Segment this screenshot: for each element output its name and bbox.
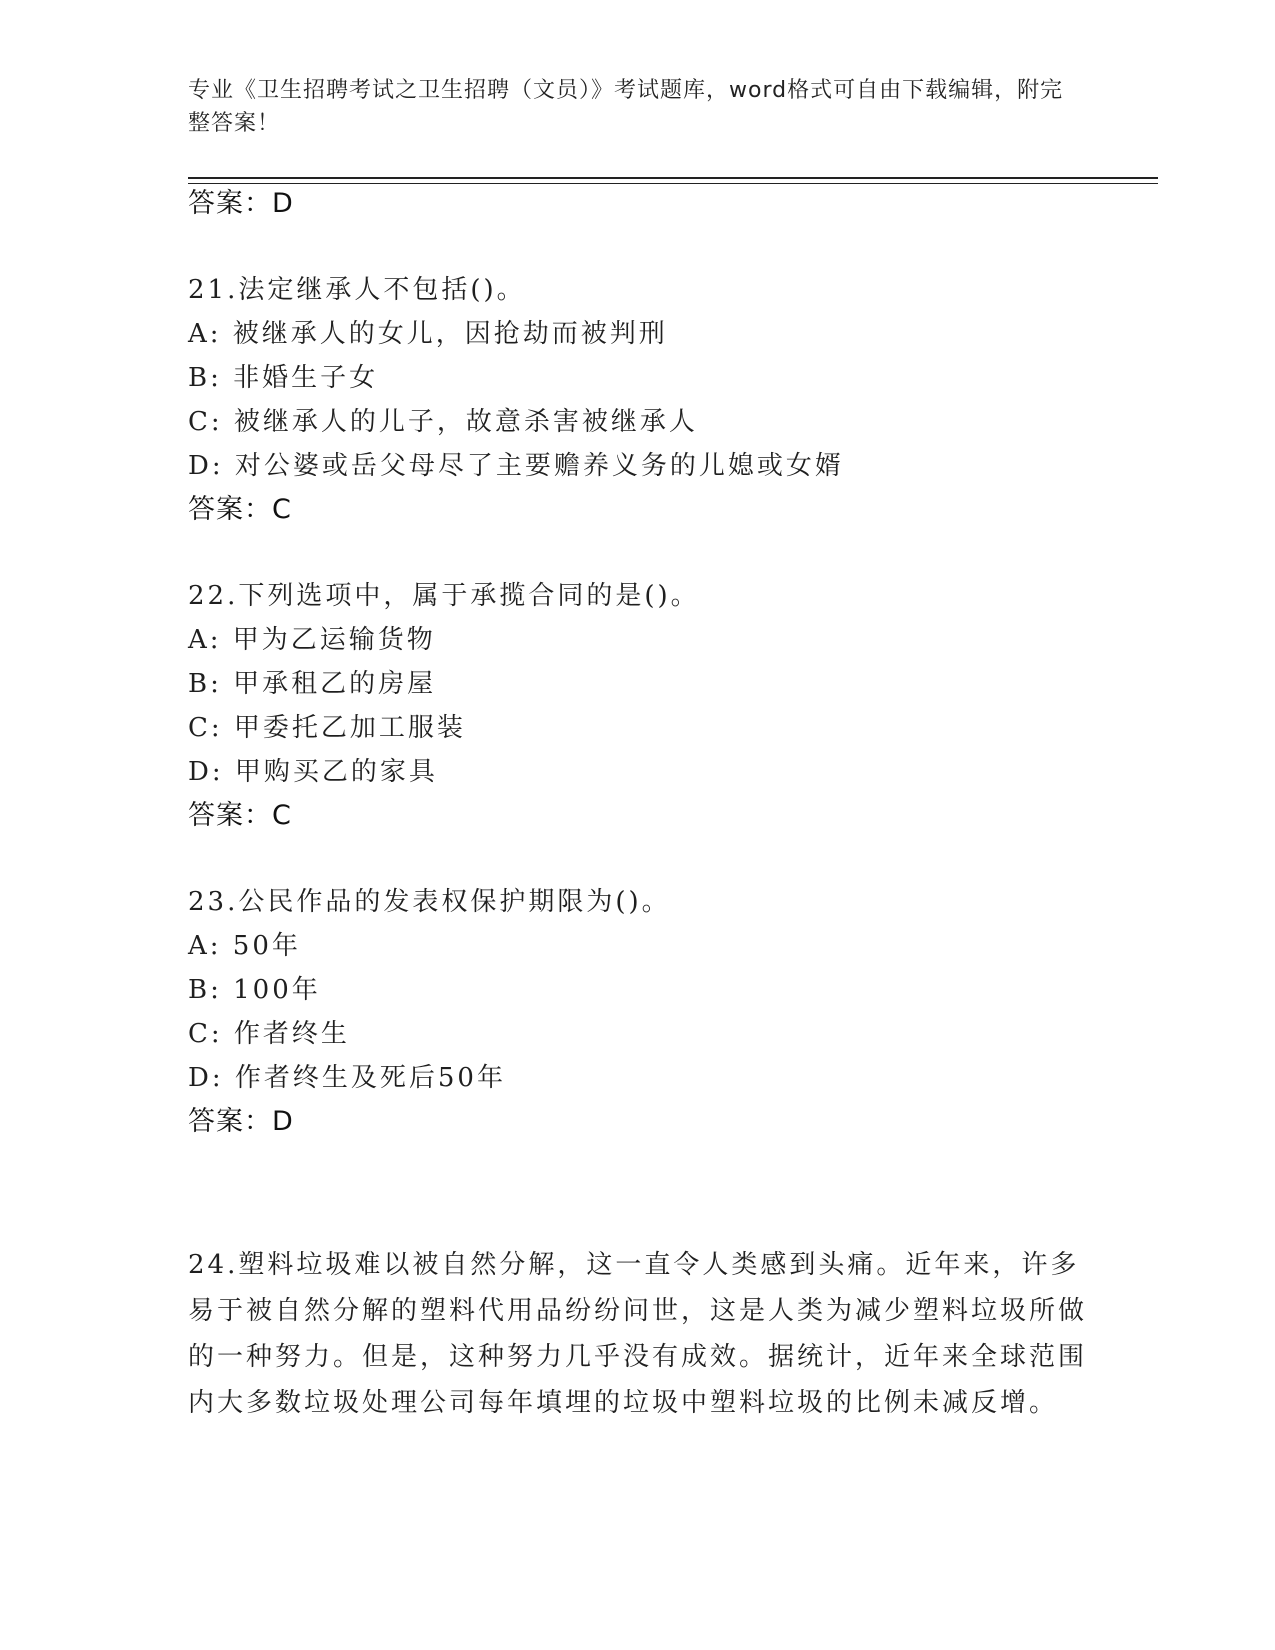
question-22-option-a: A: 甲为乙运输货物 — [188, 625, 436, 655]
question-22-option-b: B: 甲承租乙的房屋 — [188, 669, 437, 699]
question-22-answer: 答案：C — [188, 800, 292, 831]
header-divider-thin — [188, 183, 1158, 184]
question-24-passage: 24.塑料垃圾难以被自然分解，这一直令人类感到头痛。近年来，许多易于被自然分解的塑料代用品纷纷问世，这是人类为减少塑料垃圾所做的一种努力。但是，这种努力几乎没有成效。据统计，近年来全球范围内大多数垃圾处理公司每年填埋的垃圾中塑料垃圾的比例未减反增。 — [188, 1250, 1088, 1418]
question-21-option-b: B: 非婚生子女 — [188, 363, 379, 393]
question-21-option-d: D: 对公婆或岳父母尽了主要赡养义务的儿媳或女婿 — [188, 451, 844, 481]
question-21-stem: 21.法定继承人不包括()。 — [188, 275, 526, 305]
answer-prev: 答案：D — [188, 188, 294, 219]
question-21-answer: 答案：C — [188, 494, 292, 525]
question-23-option-b: B: 100年 — [188, 975, 321, 1005]
question-23-option-c: C: 作者终生 — [188, 1019, 350, 1049]
question-22-stem: 22.下列选项中，属于承揽合同的是()。 — [188, 581, 700, 611]
question-23-option-d: D: 作者终生及死后50年 — [188, 1063, 506, 1093]
question-21-option-c: C: 被继承人的儿子，故意杀害被继承人 — [188, 407, 698, 437]
header-divider-thick — [188, 177, 1158, 179]
question-23-option-a: A: 50年 — [188, 931, 301, 961]
question-23-stem: 23.公民作品的发表权保护期限为()。 — [188, 887, 671, 917]
question-22-option-c: C: 甲委托乙加工服装 — [188, 713, 466, 743]
document-header: 专业《卫生招聘考试之卫生招聘（文员）》考试题库，word格式可自由下载编辑，附完整答案！ — [188, 78, 1064, 136]
question-22-option-d: D: 甲购买乙的家具 — [188, 757, 438, 787]
question-23-answer: 答案：D — [188, 1106, 294, 1137]
question-21-option-a: A: 被继承人的女儿，因抢劫而被判刑 — [188, 319, 668, 349]
